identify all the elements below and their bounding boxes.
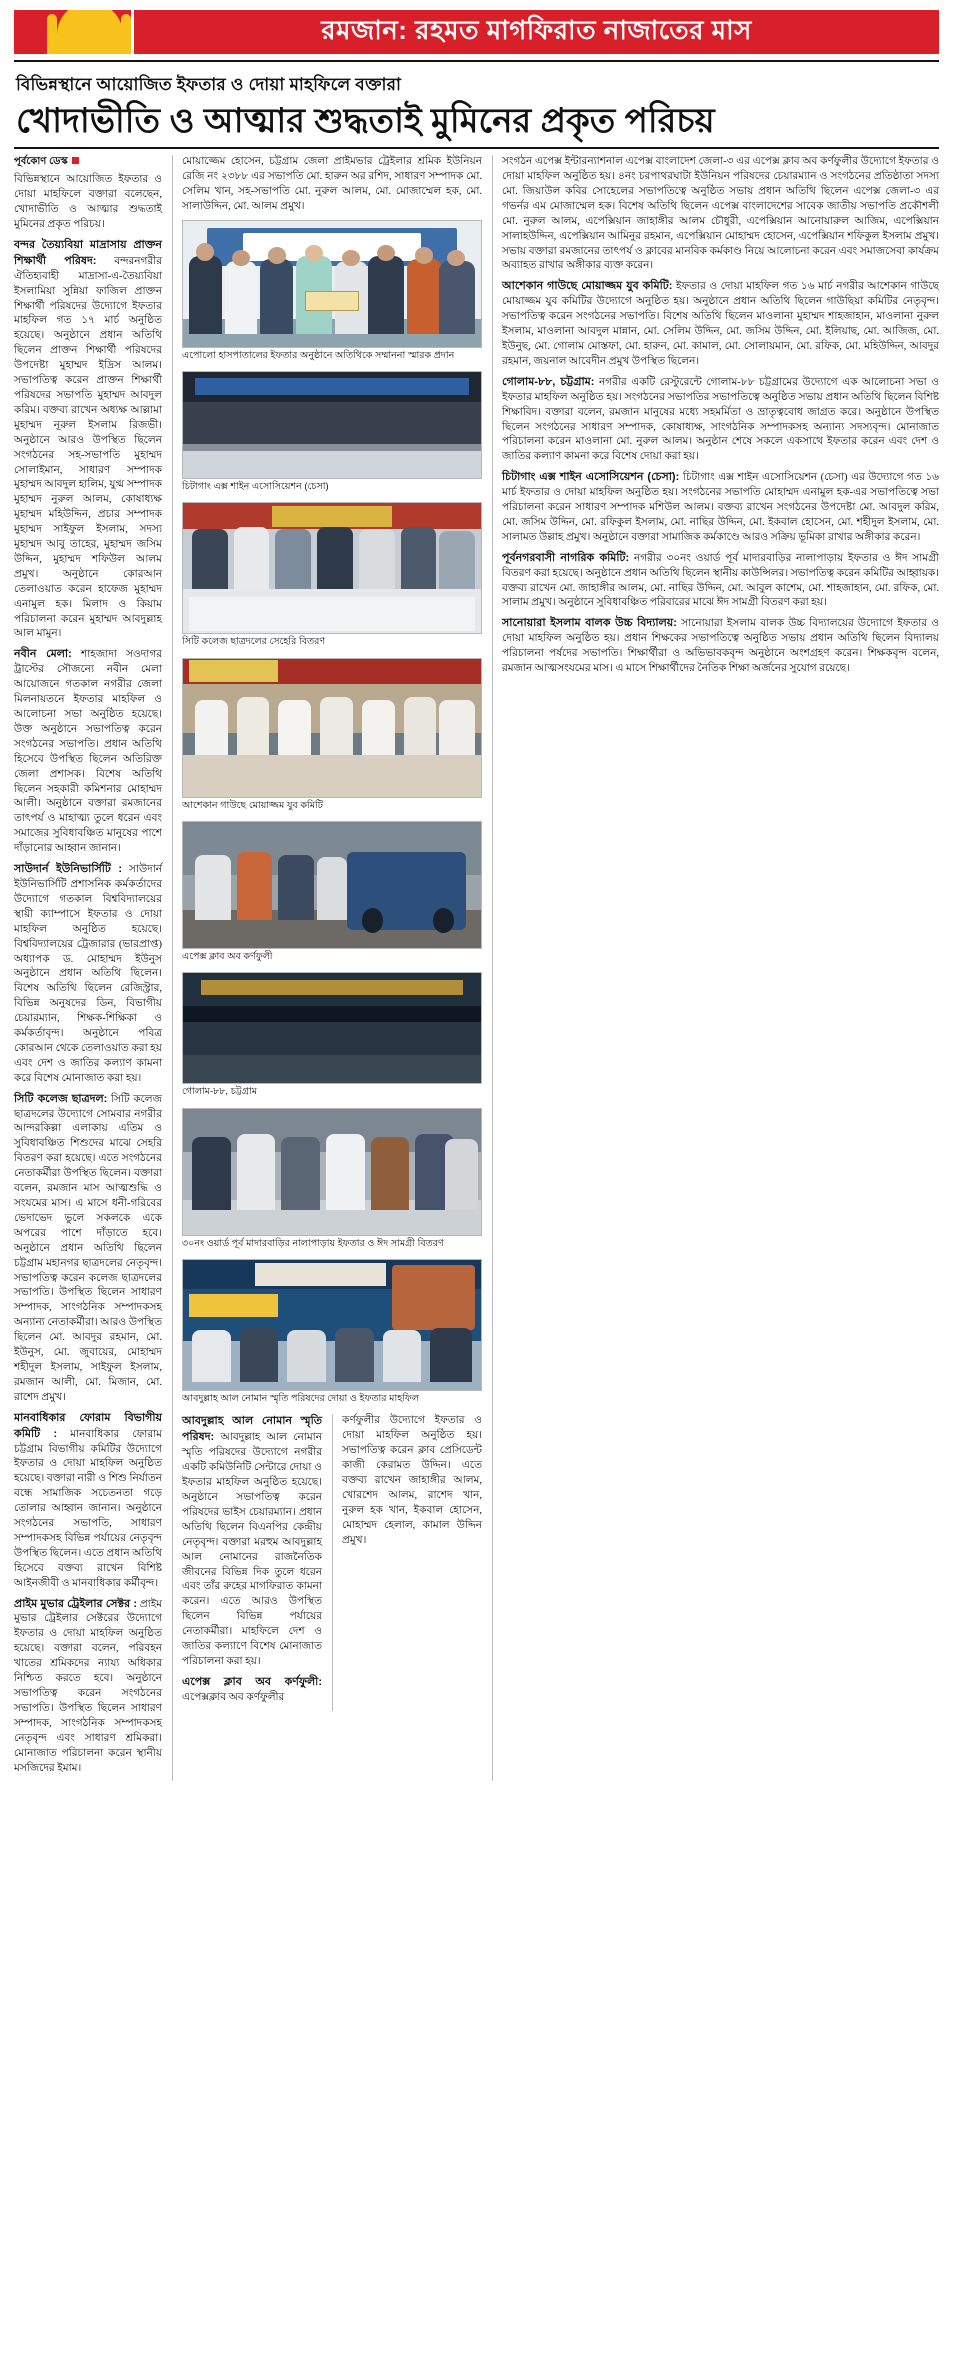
right-section-text-5: সানোয়ারা ইসলাম বালক উচ্চ বিদ্যালয়ের উদ্যোগে ইফতার ও দোয়া মাহফিল অনুষ্ঠিত হয়। প্রধান শিক্ষকের সভাপতিত্বে অনুষ্ঠিত সভায় প্রধান অতিথি ছিলেন বিদ্যালয় পরিচালনা পর্ষদের সভাপতি। শিক্ষার্থীরা ও অভিভাবকবৃন্দ অনুষ্ঠানে অংশগ্রহণ করেন। শিক্ষকবৃন্দ বলেন, রমজান আত্মসংযমের মাস। এ মাসে শিক্ষার্থীদের নৈতিক শিক্ষা অর্জনের সুযোগ রয়েছে। (502, 618, 939, 675)
mid-section-text-1b: কর্ণফুলীর উদ্যোগে ইফতার ও দোয়া মাহফিল অনুষ্ঠিত হয়। সভাপতিত্ব করেন ক্লাব প্রেসিডেন্ট কাজী কেরামত উদ্দিন। এতে বক্তব্য রাখেন জাহাঙ্গীর আলম, খোরশেদ আলম, রাশেদ খান, নুরুল হক খান, ইকবাল হোসেন, মোহাম্মদ হেলাল, কামাল উদ্দিন প্রমুখ। (342, 1415, 482, 1546)
section-title-2: সাউদার্ন ইউনিভার্সিটি : (14, 863, 123, 876)
photo-caption-3: আশেকান গাউছে মোয়াজ্জম যুব কমিটি (182, 799, 323, 811)
right-section-text-3: চিটাগাং এক্স শাইন এসোসিয়েশন (চেসা) এর উদ্যোগে গত ১৬ মার্চ ইফতার ও দোয়া মাহফিল অনুষ্ঠিত হয়। সংগঠনের সভাপতি মোহাম্মদ এনামুল হক-এর সভাপতিত্বে সভা পরিচালনা করেন সাধারণ সম্পাদক মশিউল আলম। বক্তব্য রাখেন সংগঠনের উপদেষ্টা মো. আবদুল করিম, মো. জসিম উদ্দিন, মো. রফিকুল ইসলাম, মো. নাছির উদ্দিন, মো. ইকবাল হোসেন, মো. শহীদুল ইসলাম, মো. সালামত উল্লাহ প্রমুখ। অনুষ্ঠানে বক্তারা সামাজিক কর্মকাণ্ডে আরও সক্রিয় ভূমিকা রাখার অঙ্গীকার করেন। (502, 472, 940, 543)
photo-block-6 (182, 1108, 482, 1257)
section-text-3: সিটি কলেজ ছাত্রদলের উদ্যোগে সোমবার নগরীর আন্দরকিল্লা এলাকায় এতিম ও সুবিধাবঞ্চিত শিশুদের মাঝে সেহরি বিতরণ করা হয়েছে। এতে সংগঠনের নেতাকর্মীরা উপস্থিত ছিলেন। বক্তারা বলেন, রমজান মাস আত্মশুদ্ধি ও সংযমের মাস। এ মাসে ধনী-গরিবের ভেদাভেদ ভুলে সকলকে একে অপরের পাশে দাঁড়াতে হবে। অনুষ্ঠানে প্রধান অতিথি ছিলেন চট্টগ্রাম মহানগর ছাত্রদলের নেতৃবৃন্দ। সভাপতিত্ব করেন কলেজ ছাত্রদলের সভাপতি। উপস্থিত ছিলেন সাধারণ সম্পাদক, সাংগঠনিক সম্পাদকসহ অন্যান্য নেতাকর্মীরা। আরও উপস্থিত ছিলেন মো. আবদুর রহমান, মো. ইউনুস, মো. জুবায়ের, মোহাম্মদ শহীদুল ইসলাম, সাইফুল ইসলাম, রমজান আলী, মো. মিজান, মো. রাশেদ প্রমুখ। (14, 1093, 162, 1403)
photo-caption-1: চিটাগাং এক্স শাইন এসোসিয়েশন (চেসা) (182, 481, 329, 493)
mid-section-title-1: এপেক্স ক্লাব অব কর্ণফুলী: (182, 1675, 322, 1688)
photo-block-3 (182, 658, 482, 819)
right-section-title-5: সানোয়ারা ইসলাম বালক উচ্চ বিদ্যালয়: (502, 617, 677, 630)
right-section-text-2: নগরীর একটি রেস্টুরেন্টে গোলাম-৮৮ চট্টগ্রামের উদ্যোগে এক আলোচনা সভা ও ইফতার মাহফিল অনুষ্ঠিত হয়। সংগঠনের সভাপতির সভাপতিত্বে অনুষ্ঠিত সভায় প্রধান অতিথি ছিলেন বিশিষ্ট শিক্ষাবিদ। বক্তারা বলেন, রমজান মানুষের মধ্যে সহমর্মিতা ও ভ্রাতৃত্ববোধ জাগ্রত করে। অনুষ্ঠানে উপস্থিত ছিলেন সংগঠনের সাধারণ সম্পাদক, কোষাধ্যক্ষ, সাংগঠনিক সম্পাদকসহ অন্যান্য সদস্যবৃন্দ। মোনাজাত পরিচালনা করেন মাওলানা মো. নুরুল আলম। অনুষ্ঠান শেষে সকলে একসাথে ইফতার করেন এবং দেশ ও জাতির কল্যাণ কামনা করে বিশেষ দোয়া করা হয়। (502, 376, 939, 463)
photo-ward-30-iftar-eid-distribution (182, 1108, 482, 1236)
ramadan-mosque-logo-icon (14, 10, 134, 54)
byline-text: পূর্বকোণ ডেস্ক (14, 156, 68, 168)
right-section-text-1: ইফতার ও দোয়া মাহফিল গত ১৬ মার্চ নগরীর আশেকান গাউছে মোয়াজ্জম যুব কমিটির উদ্যোগে অনুষ্ঠিত হয়। অনুষ্ঠানে প্রধান অতিথি ছিলেন গাউছিয়া কমিটির নেতৃবৃন্দ। সভাপতিত্ব করেন সংগঠনের সভাপতি। বিশেষ অতিথি ছিলেন মাওলানা মুহাম্মদ শাহজাহান, মাওলানা নুরুল ইসলাম, মাওলানা আবদুল মান্নান, মো. সেলিম উদ্দিন, মো. জসিম উদ্দিন, মো. ইলিয়াছ, মো. আজিজ, মো. ইউনুছ, মো. গোলাম মোস্তফা, মো. হারুন, মো. কামাল, মো. সোলায়মান, মো. রফিক, মো. মহিউদ্দিন, আবদুর রহমান, জয়নাল আবেদীন প্রমুখ উপস্থিত ছিলেন। (502, 281, 939, 367)
photo-caption-6: ৩০নং ওয়ার্ড পূর্ব মাদারবাড়ির নালাপাড়ায় ইফতার ও ঈদ সামগ্রী বিতরণ (182, 1237, 444, 1249)
photo-block-5 (182, 972, 482, 1105)
photo-block-7 (182, 1259, 482, 1412)
section-title-0: বন্দর তৈয়্যবিয়া মাদ্রাসায় প্রাক্তন শিক্ষার্থী পরিষদ: (14, 238, 162, 267)
photo-city-college-chhatradal-sehri (182, 502, 482, 634)
photo-apex-club-of-karnaphuli (182, 821, 482, 949)
right-section-text-0: সংগঠন এপেক্স ইন্টারন্যাশনাল এপেক্স বাংলাদেশ জেলা-৩ এর এপেক্স ক্লাব অব কর্ণফুলীর উদ্যোগে ইফতার ও দোয়া মাহফিল অনুষ্ঠিত হয়। ৪নং চরপাথরঘাটা ইউনিয়ন পরিষদের চেয়ারম্যান ও সংগঠনের প্রতিষ্ঠাতা সদস্য মো. জিয়াউল কবির সোহেলের সভাপতিত্বে অনুষ্ঠিত সভায় প্রধান অতিথি ছিলেন এপেক্স জেলা-৩ এর গভর্নর এম মোজাম্মেল হক। বিশেষ অতিথি ছিলেন এপেক্স বাংলাদেশের সাবেক জাতীয় সভাপতি প্রকৌশলী মো. নুরুল আলম, এপেক্সিয়ান জাহাঙ্গীর আলম চৌধুরী, এপেক্সিয়ান আনোয়ারুল আজিম, এপেক্সিয়ান সালাহউদ্দিন, এপেক্সিয়ান আমিনুর রহমান, এপেক্সিয়ান মোহাম্মদ হোসেন, এপেক্সিয়ান শফিকুল ইসলাম প্রমুখ। সভায় বক্তারা রমজানের তাৎপর্য ও ক্লাবের মানবিক কর্মকাণ্ড নিয়ে আলোচনা করেন এবং সমাজসেবা কার্যক্রম অব্যাহত রাখার অঙ্গীকার ব্যক্ত করেন। (502, 156, 939, 272)
photo-caption-5: গোলাম-৮৮, চট্টগ্রাম (182, 1086, 257, 1098)
mid-section-title-0: আবদুল্লাহ আল নোমান স্মৃতি পরিষদ: (182, 1415, 322, 1444)
right-section-title-4: পূর্বনগরবাসী নাগরিক কমিটি: (502, 551, 630, 564)
section-title-4: মানবাধিকার ফোরাম বিভাগীয় কমিটি : (14, 1411, 162, 1440)
section-text-4: মানবাধিকার ফোরাম চট্টগ্রাম বিভাগীয় কমিটির উদ্যোগে ইফতার ও দোয়া মাহফিল অনুষ্ঠিত হয়েছে। বক্তারা নারী ও শিশু নির্যাতন বন্ধে সামাজিক সচেতনতা গড়ে তোলার আহ্বান জানান। অনুষ্ঠানে সংগঠনের সভাপতি, সাধারণ সম্পাদকসহ বিভিন্ন পর্যায়ের নেতৃবৃন্দ উপস্থিত ছিলেন। এতে প্রধান অতিথি হিসেবে বক্তব্য রাখেন বিশিষ্ট আইনজীবী ও মানবাধিকার কর্মীবৃন্দ। (14, 1428, 162, 1589)
section-text-1: শাহজাদা সওদাগর ট্রাস্টের সৌজন্যে নবীন মেলা আয়োজনে গতকাল নগরীর জেলা মিলনায়তনে ইফতার মাহফিল ও আলোচনা সভা অনুষ্ঠিত হয়েছে। উক্ত অনুষ্ঠানে সভাপতিত্ব করেন সংগঠনের সভাপতি। প্রধান অতিথি হিসেবে উপস্থিত ছিলেন অতিরিক্ত জেলা প্রশাসক। বিশেষ অতিথি ছিলেন সহকারী কমিশনার মোহাম্মদ আলী। অনুষ্ঠানে বক্তারা রমজানের তাৎপর্য ও মাহাত্ম্য তুলে ধরেন এবং সমাজের সুবিধাবঞ্চিত মানুষের পাশে দাঁড়ানোর আহ্বান জানান। (14, 649, 162, 855)
photo-ashekan-gause-mowazzam-youth-committee (182, 658, 482, 798)
mid-intro-text: মোয়াজ্জেম হোসেন, চট্টগ্রাম জেলা প্রাইমভার ট্রেইলার শ্রমিক ইউনিয়ন রেজি নং ২৩৮৮ এর সভাপতি মো. হারুন অর রশিদ, সাধারণ সম্পাদক মো. সেলিম খান, সহ-সভাপতি মো. নুরুল আলম, মো. মোজাম্মেল হক, মো. সালাউদ্দিন, মো. আলম প্রমুখ। (182, 156, 482, 212)
photo-caption-4: এপেক্স ক্লাব অব কর্ণফুলী (182, 951, 273, 963)
photo-chittagong-ex-shine-association (182, 371, 482, 479)
middle-column (172, 155, 482, 1781)
right-section-title-1: আশেকান গাউছে মোয়াজ্জম যুব কমিটি: (502, 280, 673, 293)
section-text-0: বন্দরনগরীর ঐতিহ্যবাহী মাদ্রাসা-এ-তৈয়্যবিয়া ইসলামিয়া সুন্নিয়া ফাজিল প্রাক্তন শিক্ষার্থী পরিষদের উদ্যোগে ইফতার মাহফিল গত ১৭ মার্চ অনুষ্ঠিত হয়েছে। অনুষ্ঠানে প্রধান অতিথি ছিলেন প্রাক্তন শিক্ষার্থী পরিষদের উপদেষ্টা মুহাম্মদ ইদ্রিস আলম। সভাপতিত্ব করেন প্রাক্তন শিক্ষার্থী পরিষদের সভাপতি মুহাম্মদ আবদুল করিম। বক্তব্য রাখেন অধ্যক্ষ আল্লামা মুহাম্মদ নূরুল ইসলাম রিজভী। অনুষ্ঠানে আরও উপস্থিত ছিলেন সংগঠনের সহ-সভাপতি মুহাম্মদ সোলাইমান, সাধারণ সম্পাদক মুহাম্মদ আবদুল হালিম, যুগ্ম সম্পাদক মুহাম্মদ নুরুল আলম, কোষাধ্যক্ষ মুহাম্মদ মহিউদ্দিন, প্রচার সম্পাদক মুহাম্মদ সাইফুল ইসলাম, সদস্য মুহাম্মদ আবু তাহের, মুহাম্মদ জসিম উদ্দিন, মুহাম্মদ শফিউল আলম প্রমুখ। অনুষ্ঠানে কোরআন তেলাওয়াত করেন হাফেজ মুহাম্মদ এনামুল হক। মিলাদ ও কিয়াম পরিচালনা করেন মুহাম্মদ আবদুল্লাহ আল মামুন। (14, 255, 162, 640)
left-column (14, 155, 162, 1781)
masthead-banner-title: রমজান: রহমত মাগফিরাত নাজাতের মাস (134, 10, 939, 54)
byline-square-icon (72, 157, 79, 164)
headline-kicker: বিভিন্নস্থানে আয়োজিত ইফতার ও দোয়া মাহফিলে বক্তারা (16, 75, 402, 94)
article-body (14, 155, 939, 1781)
section-text-2: সাউদার্ন ইউনিভার্সিটি প্রশাসনিক কর্মকর্তাদের উদ্যোগে গতকাল বিশ্ববিদ্যালয়ের স্থায়ী ক্যাম্পাসে ইফতার ও দোয়া মাহফিল অনুষ্ঠিত হয়েছে। বিশ্ববিদ্যালয়ের ট্রেজারার (ভারপ্রাপ্ত) অধ্যাপক ড. মোহাম্মদ ইউনুস অনুষ্ঠানে প্রধান অতিথি ছিলেন। বিশেষ অতিথি ছিলেন রেজিস্ট্রার, বিভিন্ন অনুষদের ডিন, বিভাগীয় চেয়ারম্যান, শিক্ষক-শিক্ষিকা ও কর্মকর্তাবৃন্দ। অনুষ্ঠানে পবিত্র কোরআন থেকে তেলাওয়াত করা হয় এবং দেশ ও জাতির কল্যাণ কামনা করে বিশেষ মোনাজাত করা হয়। (14, 864, 163, 1084)
mid-section-text-1: এপেক্সক্লাব অব কর্ণফুলীর (182, 1691, 285, 1703)
photo-caption-7: আবদুল্লাহ আল নোমান স্মৃতি পরিষদের দোয়া ও ইফতার মাহফিল (182, 1393, 419, 1405)
photo-caption-2: সিটি কলেজ ছাত্রদলের সেহেরি বিতরণ (182, 636, 326, 648)
right-column (492, 155, 939, 1781)
masthead (14, 10, 939, 62)
mid-section-text-0: আবদুল্লাহ আল নোমান স্মৃতি পরিষদের উদ্যোগে নগরীর একটি কমিউনিটি সেন্টারে দোয়া ও ইফতার মাহফিল অনুষ্ঠিত হয়েছে। অনুষ্ঠানে সভাপতিত্ব করেন পরিষদের ভাইস চেয়ারম্যান। প্রধান অতিথি ছিলেন বিএনপির কেন্দ্রীয় নেতৃবৃন্দ। বক্তারা মরহুম আবদুল্লাহ আল নোমানের রাজনৈতিক জীবনের বিভিন্ন দিক তুলে ধরেন এবং তাঁর রুহের মাগফিরাত কামনা করেন। এতে আরও উপস্থিত ছিলেন বিভিন্ন পর্যায়ের নেতাকর্মীরা। মাহফিলে দেশ ও জাতির কল্যাণে বিশেষ মোনাজাত পরিচালনা করা হয়। (182, 1432, 322, 1667)
photo-apollo-hospital-iftar (182, 220, 482, 348)
photo-abdullah-al-noman-smriti-parishad (182, 1259, 482, 1391)
lead-paragraph: বিভিন্নস্থানে আয়োজিত ইফতার ও দোয়া মাহফিলে বক্তারা বলেছেন, খোদাভীতি ও আত্মার শুদ্ধতাই মুমিনের প্রকৃত পরিচয়। (14, 174, 162, 230)
photo-block-4 (182, 821, 482, 970)
byline (14, 155, 162, 169)
section-title-5: প্রাইম মুভার ট্রেইলার সেক্টর : (14, 1597, 138, 1610)
photo-caption-0: এপোলো হাসপাতালের ইফতার অনুষ্ঠানে অতিথিকে সম্মাননা স্মারক প্রদান (182, 349, 455, 361)
photo-block-2 (182, 502, 482, 655)
section-title-3: সিটি কলেজ ছাত্রদল: (14, 1092, 108, 1105)
section-text-5: প্রাইম মুভার ট্রেইলার সেক্টরের উদ্যোগে ইফতার ও দোয়া মাহফিল অনুষ্ঠিত হয়েছে। বক্তারা বলেন, পরিবহন খাতের শ্রমিকদের ন্যায্য অধিকার নিশ্চিত করতে হবে। অনুষ্ঠানে সভাপতিত্ব করেন সংগঠনের সভাপতি। উপস্থিত ছিলেন সাধারণ সম্পাদক, সাংগঠনিক সম্পাদকসহ নেতৃবৃন্দ এবং সাধারণ শ্রমিকরা। মোনাজাত পরিচালনা করেন স্থানীয় মসজিদের ইমাম। (14, 1598, 163, 1774)
right-section-title-3: চিটাগাং এক্স শাইন এসোসিয়েশন (চেসা): (502, 471, 680, 484)
photo-golam-88-chattogram (182, 972, 482, 1084)
right-section-text-4: নগরীর ৩০নং ওয়ার্ড পূর্ব মাদারবাড়ির নালাপাড়ায় ইফতার ও ঈদ সামগ্রী বিতরণ করা হয়েছে। অনুষ্ঠানে প্রধান অতিথি ছিলেন স্থানীয় কাউন্সিলর। সভাপতিত্ব করেন কমিটির আহ্বায়ক। বক্তব্য রাখেন মো. জাহাঙ্গীর আলম, মো. নাছির উদ্দিন, মো. আবুল কাশেম, মো. শাহজাহান, মো. রফিক, মো. সালাম প্রমুখ। অনুষ্ঠানে সুবিধাবঞ্চিত পরিবারের মাঝে ঈদ সামগ্রী বিতরণ করা হয়। (502, 552, 939, 609)
right-section-title-2: গোলাম-৮৮, চট্টগ্রাম: (502, 375, 595, 388)
page-title: খোদাভীতি ও আত্মার শুদ্ধতাই মুমিনের প্রকৃত পরিচয় (14, 102, 939, 149)
photo-block-0 (182, 220, 482, 369)
section-title-1: নবীন মেলা: (14, 648, 72, 661)
photo-block-1 (182, 371, 482, 500)
